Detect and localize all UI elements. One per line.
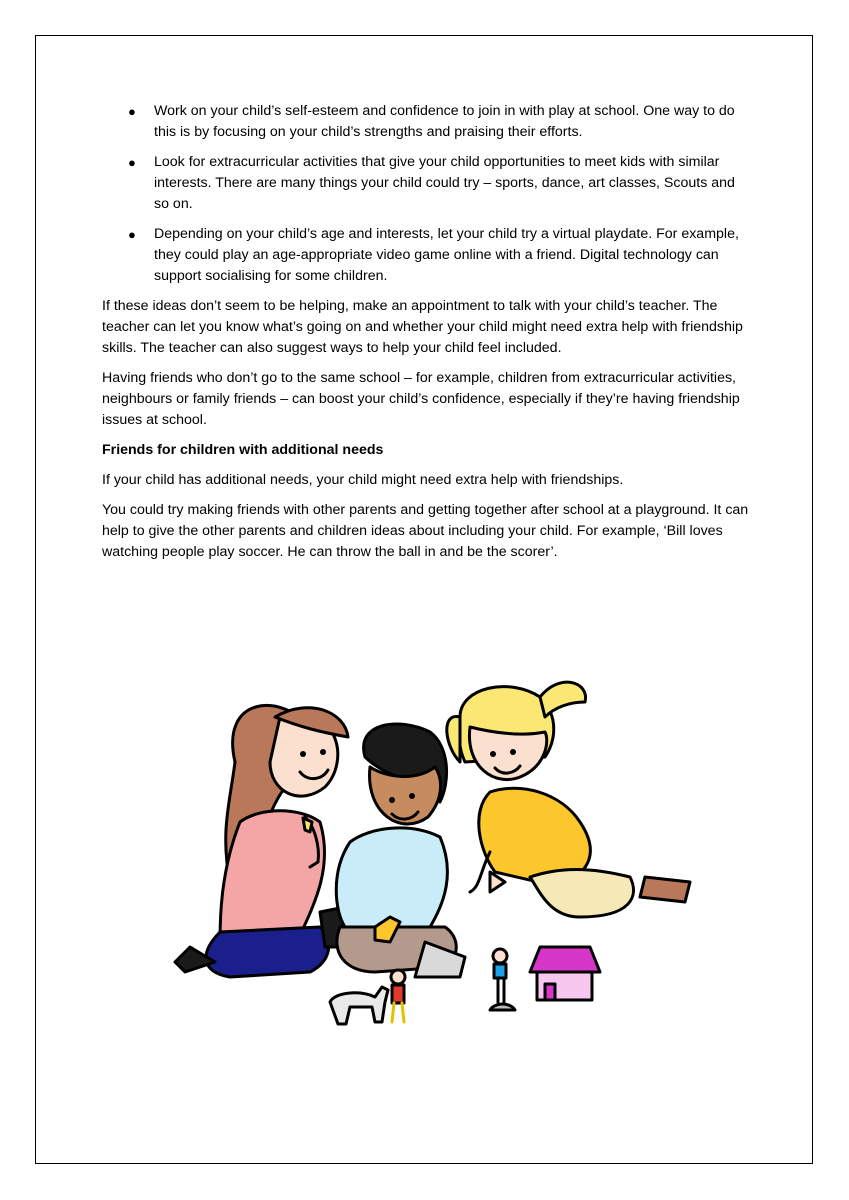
list-item-text: Depending on your child’s age and interests, let your child try a virtual playdate. For example, they could play an age-appropriate video game online with a friend. Digital technology can support socialising for some children.: [154, 226, 739, 284]
tips-list: [102, 101, 752, 287]
bullet-icon: ●: [128, 104, 136, 119]
children-playing-icon: [160, 672, 705, 1037]
document-content: [102, 101, 752, 572]
list-item-text: Look for extracurricular activities that give your child opportunities to meet kids with similar interests. There are many things your child could try – sports, dance, art classes, Scouts and so on.: [154, 154, 735, 212]
list-item: [102, 101, 752, 143]
paragraph-additional-needs: If your child has additional needs, your child might need extra help with friendships.: [102, 472, 624, 488]
section-heading: Friends for children with additional needs: [102, 442, 384, 458]
paragraph-other-parents: You could try making friends with other parents and getting together after school at a playground. It can help to give the other parents and children ideas about including your child. For example, ‘Bill loves watching people play soccer. He can throw the ball in and be the scorer’.: [102, 502, 749, 560]
bullet-icon: ●: [128, 155, 136, 170]
list-item: [102, 152, 752, 215]
list-item: [102, 224, 752, 287]
paragraph-other-friends: Having friends who don’t go to the same school – for example, children from extracurricular activities, neighbours or family friends – can boost your child’s confidence, especially if they’re having friendship issues at school.: [102, 370, 740, 428]
children-playing-illustration: [160, 672, 705, 1037]
paragraph-teacher: If these ideas don’t seem to be helping, make an appointment to talk with your child’s teacher. The teacher can let you know what’s going on and whether your child might need extra help with friendship skills. The teacher can also suggest ways to help your child feel included.: [102, 298, 743, 356]
bullet-icon: ●: [128, 227, 136, 242]
list-item-text: Work on your child’s self-esteem and confidence to join in with play at school. One way to do this is by focusing on your child’s strengths and praising their efforts.: [154, 103, 735, 140]
